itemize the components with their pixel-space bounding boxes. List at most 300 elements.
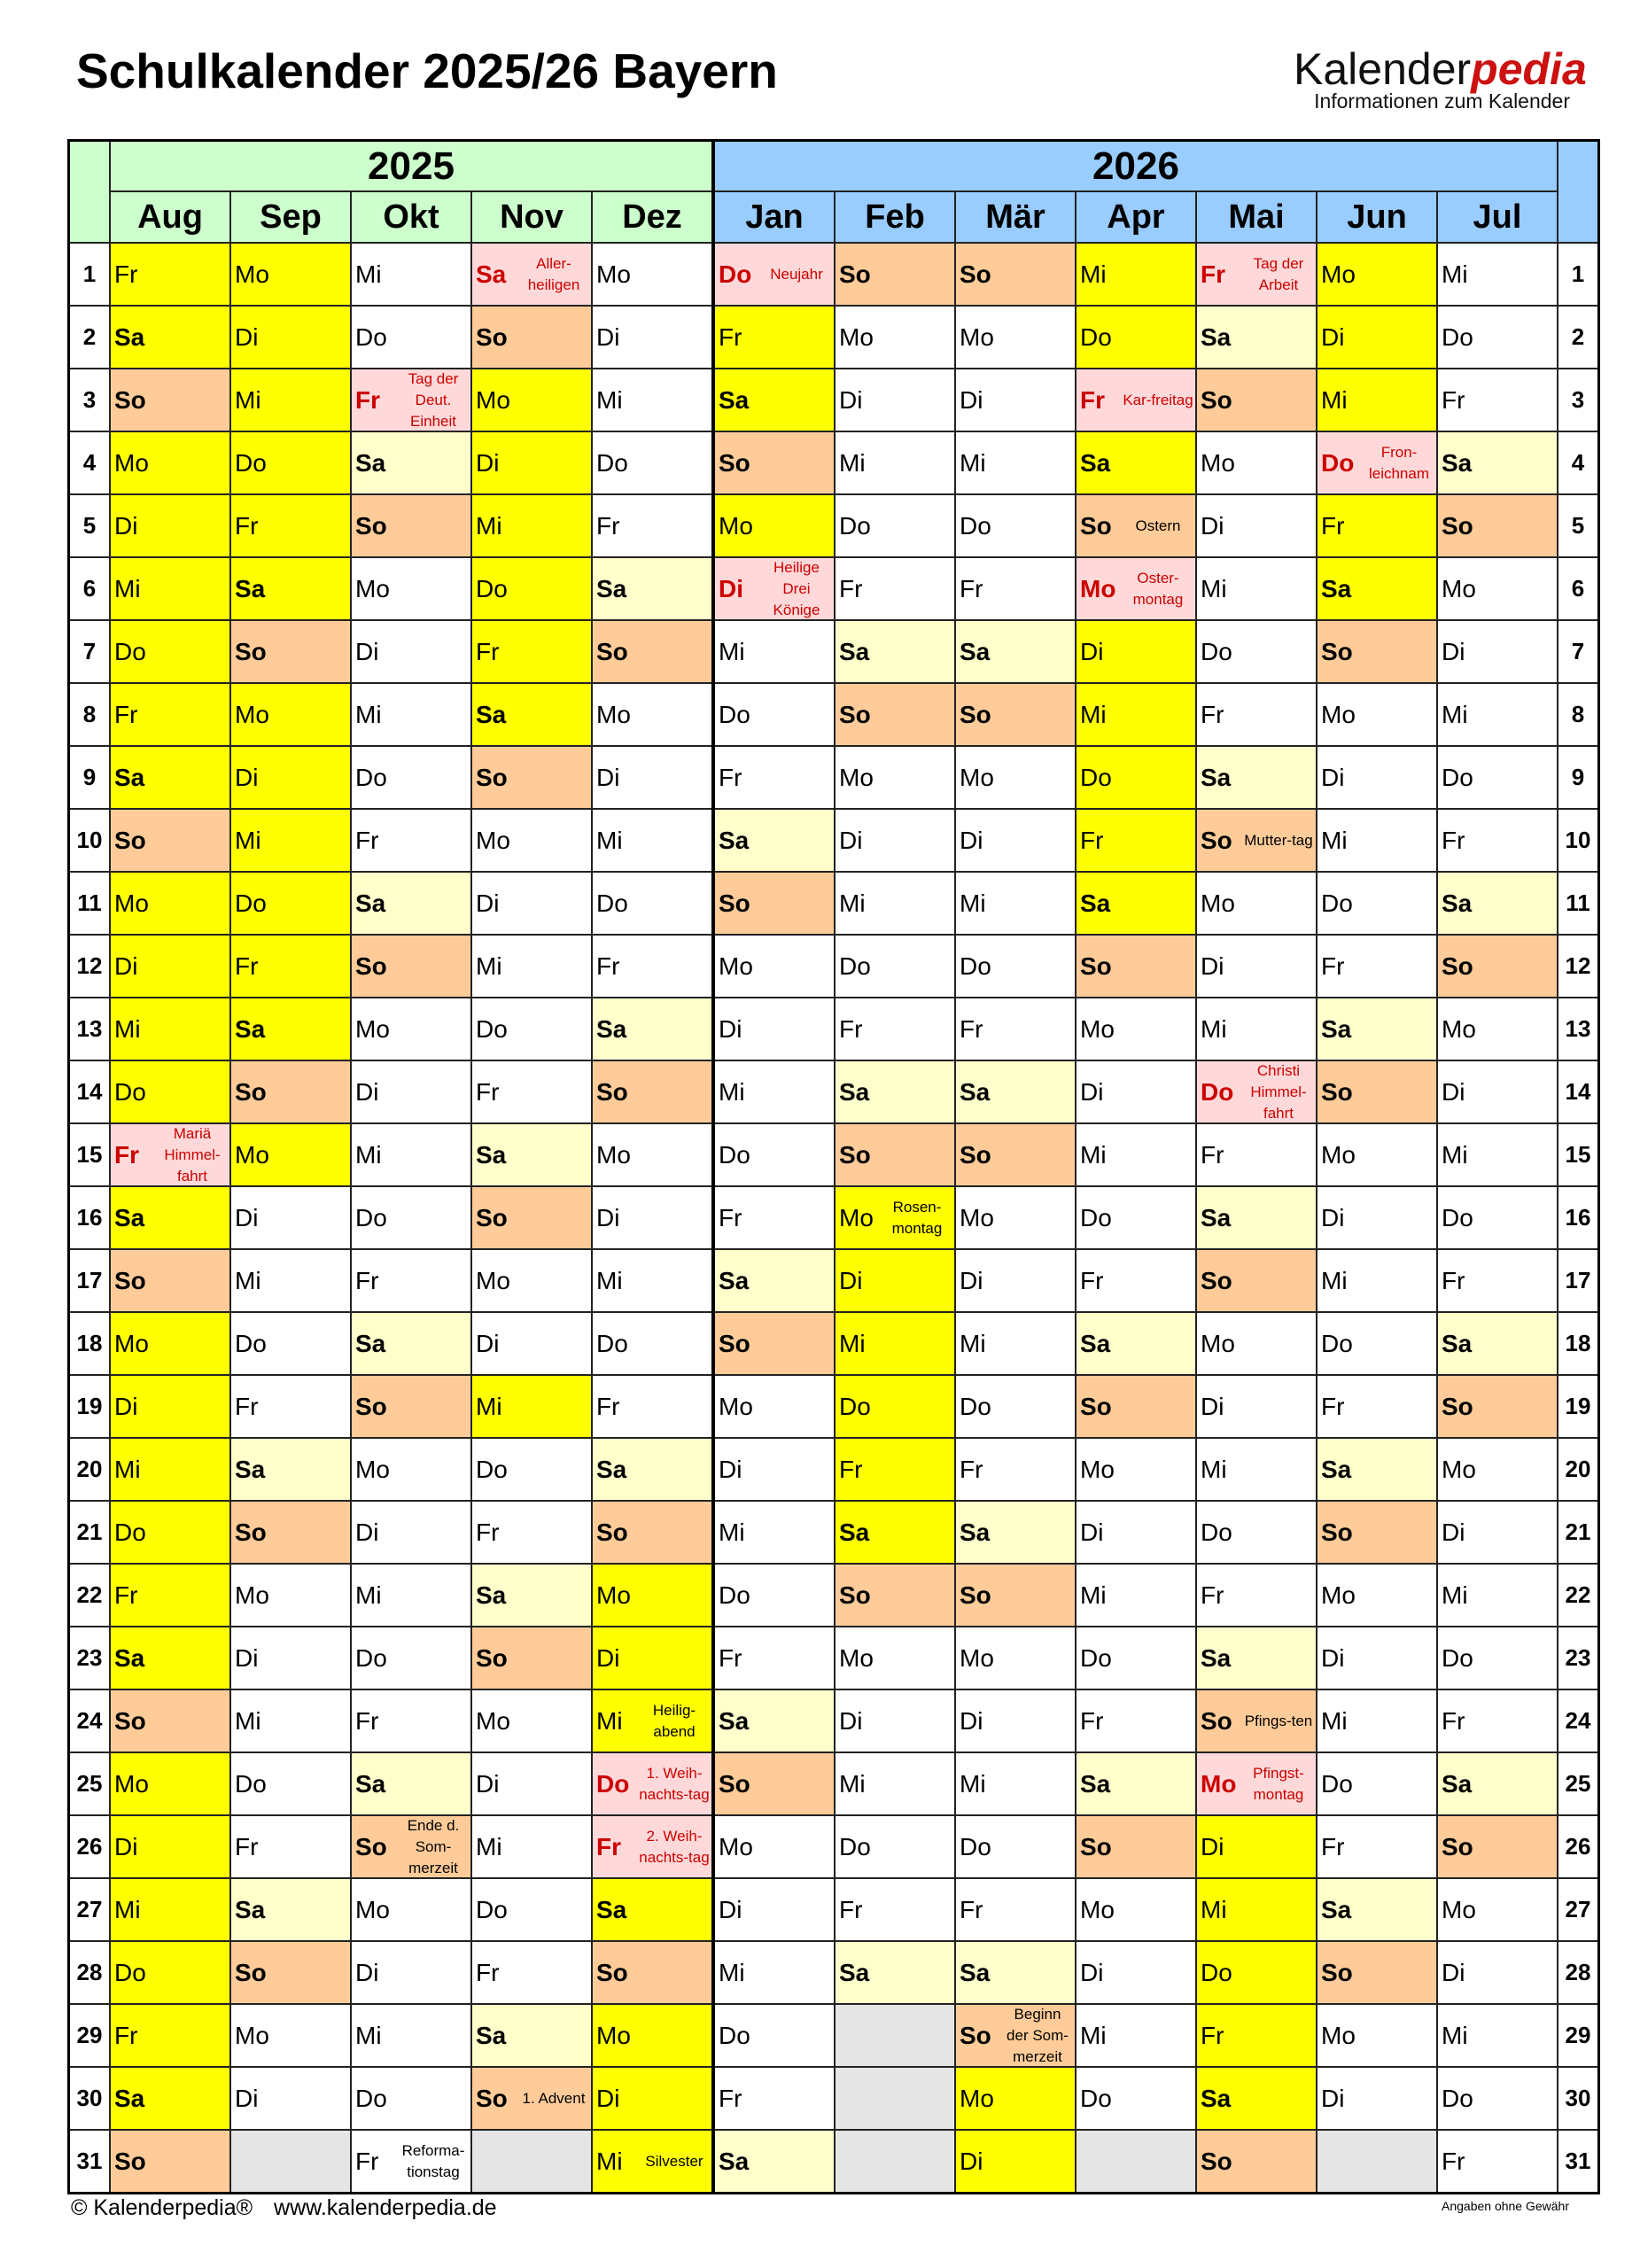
website-link[interactable]: www.kalenderpedia.de: [274, 2195, 497, 2220]
day-cell: [835, 1564, 955, 1627]
weekday-label: Sa: [1321, 1014, 1352, 1043]
weekday-label: Mi: [1321, 1706, 1348, 1735]
logo-wordmark-part1: Kalender: [1294, 44, 1472, 94]
weekday-label: Mo: [719, 951, 753, 980]
weekday-label: So: [235, 1518, 267, 1546]
weekday-label: Sa: [960, 637, 991, 665]
table-row: [69, 1312, 1599, 1375]
weekday-label: Do: [839, 1832, 871, 1860]
day-number-right: 3: [1558, 369, 1599, 431]
table-row: [69, 243, 1599, 306]
day-cell: [110, 935, 230, 998]
weekday-label: Mo: [355, 574, 390, 602]
weekday-label: Do: [1080, 2084, 1112, 2112]
day-cell: [592, 1689, 713, 1752]
holiday-note: Pfingst-montag: [1253, 1764, 1304, 1803]
weekday-label: Fr: [960, 1014, 983, 1043]
day-cell: [110, 1249, 230, 1312]
day-number-left: 23: [69, 1627, 111, 1689]
day-cell: [835, 1123, 955, 1186]
day-cell: [230, 1249, 351, 1312]
weekday-label: Fr: [596, 951, 620, 980]
day-cell: [110, 494, 230, 557]
day-number-left: 6: [69, 557, 111, 620]
day-cell: [110, 1438, 230, 1501]
weekday-label: Di: [1201, 1392, 1224, 1420]
weekday-label: Fr: [235, 951, 259, 980]
day-cell: [1437, 935, 1558, 998]
calendar-body: [69, 243, 1599, 2194]
day-cell: [713, 306, 835, 369]
weekday-label: Do: [719, 700, 750, 728]
day-cell: [1076, 431, 1196, 494]
day-cell: [835, 1438, 955, 1501]
weekday-label: Di: [476, 889, 500, 917]
weekday-label: Di: [235, 1203, 259, 1231]
table-row: [69, 2004, 1599, 2067]
weekday-label: Di: [596, 322, 620, 351]
weekday-label: So: [1321, 1958, 1353, 1986]
day-cell: [471, 1878, 592, 1941]
weekday-label: Di: [596, 2084, 620, 2112]
day-cell: [351, 243, 471, 306]
day-cell: [471, 683, 592, 746]
day-cell: [1196, 2004, 1317, 2067]
day-number-right: 13: [1558, 998, 1599, 1060]
day-cell: [471, 1249, 592, 1312]
month-header-jun: Jun: [1317, 191, 1437, 243]
day-cell: [1076, 1060, 1196, 1123]
day-cell: [351, 1186, 471, 1249]
weekday-label: Mo: [355, 1455, 390, 1483]
day-cell: [351, 2130, 471, 2194]
day-cell: [835, 809, 955, 872]
holiday-note: Tag der Deut. Einheit: [408, 369, 459, 430]
day-cell: [955, 998, 1076, 1060]
weekday-label: Mo: [235, 1581, 269, 1609]
holiday-note: Heilige Drei Könige: [773, 558, 820, 618]
weekday-label: Mo: [1321, 260, 1356, 288]
weekday-label: So: [719, 448, 750, 477]
weekday-label: Fr: [1201, 700, 1224, 728]
weekday-label: So: [1080, 1392, 1112, 1420]
weekday-label: Do: [355, 322, 387, 351]
weekday-label: Sa: [235, 574, 266, 602]
day-cell: [110, 1312, 230, 1375]
weekday-label: So: [719, 1329, 750, 1357]
holiday-note: Pfings-ten: [1244, 1712, 1313, 1729]
day-cell: [1076, 557, 1196, 620]
weekday-label: Fr: [1080, 1266, 1104, 1294]
day-cell: [230, 1375, 351, 1438]
day-cell: [713, 1186, 835, 1249]
weekday-label: Do: [839, 1392, 871, 1420]
holiday-note: Ende d. Som-merzeit: [407, 1816, 460, 1876]
day-cell: [230, 683, 351, 746]
table-row: [69, 1438, 1599, 1501]
day-cell: [471, 2067, 592, 2130]
weekday-label: Fr: [1442, 826, 1465, 854]
day-number-left: 19: [69, 1375, 111, 1438]
weekday-label: So: [1201, 826, 1232, 854]
weekday-label: Mo: [476, 1706, 510, 1735]
day-cell: [1317, 683, 1437, 746]
weekday-label: Sa: [355, 1329, 386, 1357]
weekday-label: Mo: [719, 511, 753, 540]
day-cell: [351, 935, 471, 998]
day-cell: [835, 431, 955, 494]
day-cell: [1076, 872, 1196, 935]
day-cell: [713, 683, 835, 746]
holiday-note: Mariä Himmel-fahrt: [164, 1124, 221, 1184]
weekday-label: Di: [355, 637, 379, 665]
table-row: [69, 1060, 1599, 1123]
day-cell: [1437, 746, 1558, 809]
weekday-label: Sa: [476, 700, 507, 728]
day-number-right: 8: [1558, 683, 1599, 746]
weekday-label: Mi: [1080, 260, 1107, 288]
weekday-label: Do: [1442, 1203, 1473, 1231]
day-cell: [955, 1564, 1076, 1627]
weekday-label: Fr: [839, 1895, 863, 1923]
weekday-label: So: [1321, 1077, 1353, 1106]
weekday-label: Sa: [1442, 1329, 1473, 1357]
day-cell: [713, 1501, 835, 1564]
day-number-left: 5: [69, 494, 111, 557]
weekday-label: Sa: [1080, 889, 1111, 917]
holiday-note: Christi Himmel-fahrt: [1250, 1061, 1307, 1122]
weekday-label: Fr: [476, 1077, 500, 1106]
day-cell: [230, 2004, 351, 2067]
weekday-label: Mi: [1321, 385, 1348, 414]
day-cell: [471, 494, 592, 557]
day-cell: [955, 1878, 1076, 1941]
day-cell: [1437, 1564, 1558, 1627]
day-cell: [1076, 2067, 1196, 2130]
day-cell: [713, 2004, 835, 2067]
day-cell: [1317, 431, 1437, 494]
weekday-label: Di: [719, 1895, 742, 1923]
day-number-right: 25: [1558, 1752, 1599, 1815]
weekday-label: Mo: [1201, 1769, 1237, 1798]
day-cell: [110, 1878, 230, 1941]
day-cell: [351, 1878, 471, 1941]
weekday-label: Mi: [1201, 1014, 1227, 1043]
day-cell: [955, 1815, 1076, 1878]
day-cell: [955, 1375, 1076, 1438]
weekday-label: Fr: [596, 1392, 620, 1420]
day-cell: [1196, 494, 1317, 557]
day-cell: [230, 2067, 351, 2130]
table-row: [69, 683, 1599, 746]
day-cell: [110, 1060, 230, 1123]
weekday-label: Mi: [476, 951, 502, 980]
weekday-label: Sa: [596, 1455, 627, 1483]
weekday-label: Mi: [1442, 260, 1468, 288]
day-cell: [230, 746, 351, 809]
day-cell: [471, 1815, 592, 1878]
day-number-left: 15: [69, 1123, 111, 1186]
weekday-label: Mo: [355, 1014, 390, 1043]
weekday-label: Mo: [476, 1266, 510, 1294]
day-cell: [1196, 369, 1317, 431]
weekday-label: So: [355, 511, 387, 540]
weekday-label: Do: [235, 1769, 267, 1798]
weekday-label: Sa: [1201, 322, 1232, 351]
day-cell: [713, 431, 835, 494]
weekday-label: Fr: [596, 1832, 621, 1860]
weekday-label: Do: [355, 1643, 387, 1672]
weekday-label: Sa: [355, 448, 386, 477]
day-cell: [955, 431, 1076, 494]
day-cell: [351, 306, 471, 369]
weekday-label: Mo: [839, 1643, 874, 1672]
weekday-label: Sa: [839, 1518, 870, 1546]
weekday-label: Di: [719, 574, 743, 602]
weekday-label: Do: [476, 1014, 508, 1043]
weekday-label: Di: [1080, 1958, 1104, 1986]
day-cell: [230, 935, 351, 998]
weekday-label: Di: [960, 1706, 983, 1735]
day-cell: [955, 2130, 1076, 2194]
table-row: [69, 1123, 1599, 1186]
day-cell: [471, 1941, 592, 2004]
day-cell: [1196, 1752, 1317, 1815]
weekday-label: Mo: [1201, 448, 1235, 477]
weekday-label: Di: [235, 1643, 259, 1672]
weekday-label: So: [476, 1203, 508, 1231]
day-cell: [955, 872, 1076, 935]
day-cell: [592, 1186, 713, 1249]
weekday-label: Do: [476, 1455, 508, 1483]
day-cell: [230, 1752, 351, 1815]
day-cell: [471, 1627, 592, 1689]
weekday-label: Mo: [960, 1203, 994, 1231]
day-cell: [955, 809, 1076, 872]
day-cell: [110, 998, 230, 1060]
weekday-label: Sa: [960, 1077, 991, 1106]
day-number-right: 17: [1558, 1249, 1599, 1312]
day-number-left: 16: [69, 1186, 111, 1249]
kalenderpedia-logo[interactable]: [1294, 44, 1587, 113]
day-cell: [230, 1815, 351, 1878]
day-cell: [835, 1878, 955, 1941]
weekday-label: So: [1201, 2147, 1232, 2175]
day-cell: [351, 1815, 471, 1878]
weekday-label: Mi: [839, 889, 866, 917]
weekday-label: Sa: [839, 637, 870, 665]
weekday-label: Do: [1201, 637, 1232, 665]
weekday-label: Do: [960, 511, 991, 540]
day-number-left: 17: [69, 1249, 111, 1312]
day-cell: [230, 998, 351, 1060]
day-cell: [471, 998, 592, 1060]
weekday-label: Di: [235, 2084, 259, 2112]
weekday-label: Mo: [1321, 1581, 1356, 1609]
weekday-label: Mo: [1080, 574, 1116, 602]
day-cell: [1437, 494, 1558, 557]
weekday-label: Sa: [1080, 1329, 1111, 1357]
day-cell: [110, 872, 230, 935]
day-cell: [1317, 557, 1437, 620]
weekday-label: So: [839, 700, 871, 728]
weekday-label: Mo: [719, 1392, 753, 1420]
logo-subtitle: Informationen zum Kalender: [1314, 89, 1570, 113]
weekday-label: Mi: [719, 637, 745, 665]
weekday-label: Do: [476, 1895, 508, 1923]
weekday-label: Mi: [355, 1140, 382, 1169]
day-number-right: 30: [1558, 2067, 1599, 2130]
table-row: [69, 935, 1599, 998]
table-row: [69, 1689, 1599, 1752]
weekday-label: Mi: [960, 1769, 986, 1798]
weekday-label: Di: [1442, 1077, 1465, 1106]
day-cell: [471, 1752, 592, 1815]
day-cell: [1317, 1564, 1437, 1627]
table-row: [69, 494, 1599, 557]
day-cell: [351, 1564, 471, 1627]
month-header-jan: Jan: [713, 191, 835, 243]
month-header-feb: Feb: [835, 191, 955, 243]
weekday-label: Mo: [596, 1581, 631, 1609]
day-cell: [471, 1375, 592, 1438]
weekday-label: Sa: [1201, 1203, 1232, 1231]
day-number-left: 11: [69, 872, 111, 935]
day-number-right: 29: [1558, 2004, 1599, 2067]
day-cell: [1437, 872, 1558, 935]
day-cell: [110, 809, 230, 872]
day-cell: [592, 557, 713, 620]
weekday-label: Sa: [355, 889, 386, 917]
month-header-nov: Nov: [471, 191, 592, 243]
day-cell: [471, 935, 592, 998]
table-row: [69, 1375, 1599, 1438]
weekday-label: Fr: [1321, 951, 1345, 980]
weekday-label: So: [839, 260, 871, 288]
weekday-label: Sa: [476, 1140, 507, 1169]
day-cell: [1437, 1689, 1558, 1752]
day-cell: [955, 306, 1076, 369]
weekday-label: Sa: [960, 1518, 991, 1546]
weekday-label: Fr: [719, 1643, 742, 1672]
weekday-label: Di: [235, 322, 259, 351]
day-cell: [110, 1123, 230, 1186]
day-cell: [1076, 1627, 1196, 1689]
day-cell: [1196, 1564, 1317, 1627]
weekday-label: Di: [114, 1832, 138, 1860]
day-cell: [1196, 1375, 1317, 1438]
weekday-label: Mi: [1080, 1140, 1107, 1169]
weekday-label: Do: [1442, 1643, 1473, 1672]
day-cell: [110, 1815, 230, 1878]
weekday-label: Sa: [476, 1581, 507, 1609]
day-cell: [1076, 369, 1196, 431]
day-number-left: 2: [69, 306, 111, 369]
day-cell: [955, 620, 1076, 683]
page-title: Schulkalender 2025/26 Bayern: [76, 43, 778, 98]
weekday-label: Di: [960, 1266, 983, 1294]
weekday-label: Mi: [355, 2021, 382, 2049]
weekday-label: Fr: [719, 2084, 742, 2112]
day-cell: [471, 369, 592, 431]
day-cell: [1076, 1501, 1196, 1564]
weekday-label: Di: [114, 1392, 138, 1420]
day-cell: [351, 1501, 471, 1564]
weekday-label: Di: [114, 511, 138, 540]
day-cell: [230, 872, 351, 935]
day-cell: [835, 557, 955, 620]
month-header-mär: Mär: [955, 191, 1076, 243]
weekday-label: So: [839, 1140, 871, 1169]
month-header-apr: Apr: [1076, 191, 1196, 243]
day-cell: [1437, 1312, 1558, 1375]
weekday-label: Fr: [235, 1392, 259, 1420]
weekday-label: Sa: [235, 1895, 266, 1923]
day-cell: [1317, 1878, 1437, 1941]
holiday-note: Kar-freitag: [1123, 391, 1193, 408]
weekday-label: Sa: [596, 1895, 627, 1923]
day-cell: [592, 243, 713, 306]
day-cell: [471, 1564, 592, 1627]
weekday-label: Mo: [839, 763, 874, 791]
day-cell: [110, 2130, 230, 2194]
day-cell: [1076, 1564, 1196, 1627]
day-number-right: 19: [1558, 1375, 1599, 1438]
logo-wordmark: [1294, 44, 1587, 94]
day-cell: [471, 2004, 592, 2067]
weekday-label: Sa: [1321, 1455, 1352, 1483]
day-cell: [1317, 1186, 1437, 1249]
table-row: [69, 1501, 1599, 1564]
weekday-label: Do: [114, 1518, 146, 1546]
day-cell: [351, 683, 471, 746]
day-cell: [713, 1249, 835, 1312]
weekday-label: Di: [1442, 637, 1465, 665]
day-cell: [1196, 683, 1317, 746]
day-cell: [351, 494, 471, 557]
weekday-label: Fr: [1080, 1706, 1104, 1735]
day-number-left: 26: [69, 1815, 111, 1878]
day-cell: [1317, 1438, 1437, 1501]
weekday-label: Di: [1321, 2084, 1345, 2112]
day-cell: [351, 1312, 471, 1375]
table-row: [69, 1815, 1599, 1878]
day-cell: [1437, 1249, 1558, 1312]
day-cell: [230, 1438, 351, 1501]
weekday-label: Fr: [114, 1581, 138, 1609]
day-cell: [1076, 1752, 1196, 1815]
table-row: [69, 1564, 1599, 1627]
day-cell: [110, 683, 230, 746]
day-cell: [713, 1375, 835, 1438]
day-cell: [110, 431, 230, 494]
day-number-right: 5: [1558, 494, 1599, 557]
weekday-label: So: [1442, 511, 1473, 540]
empty-day-cell: [230, 2130, 351, 2194]
weekday-label: Sa: [1080, 1769, 1111, 1798]
day-cell: [1437, 1752, 1558, 1815]
weekday-label: Do: [1080, 1643, 1112, 1672]
weekday-label: Mo: [596, 260, 631, 288]
weekday-label: Sa: [114, 1203, 145, 1231]
weekday-label: So: [596, 1518, 628, 1546]
day-cell: [835, 1312, 955, 1375]
day-cell: [230, 369, 351, 431]
day-cell: [713, 1060, 835, 1123]
weekday-label: Do: [1442, 2084, 1473, 2112]
weekday-label: Fr: [476, 1958, 500, 1986]
day-cell: [955, 494, 1076, 557]
